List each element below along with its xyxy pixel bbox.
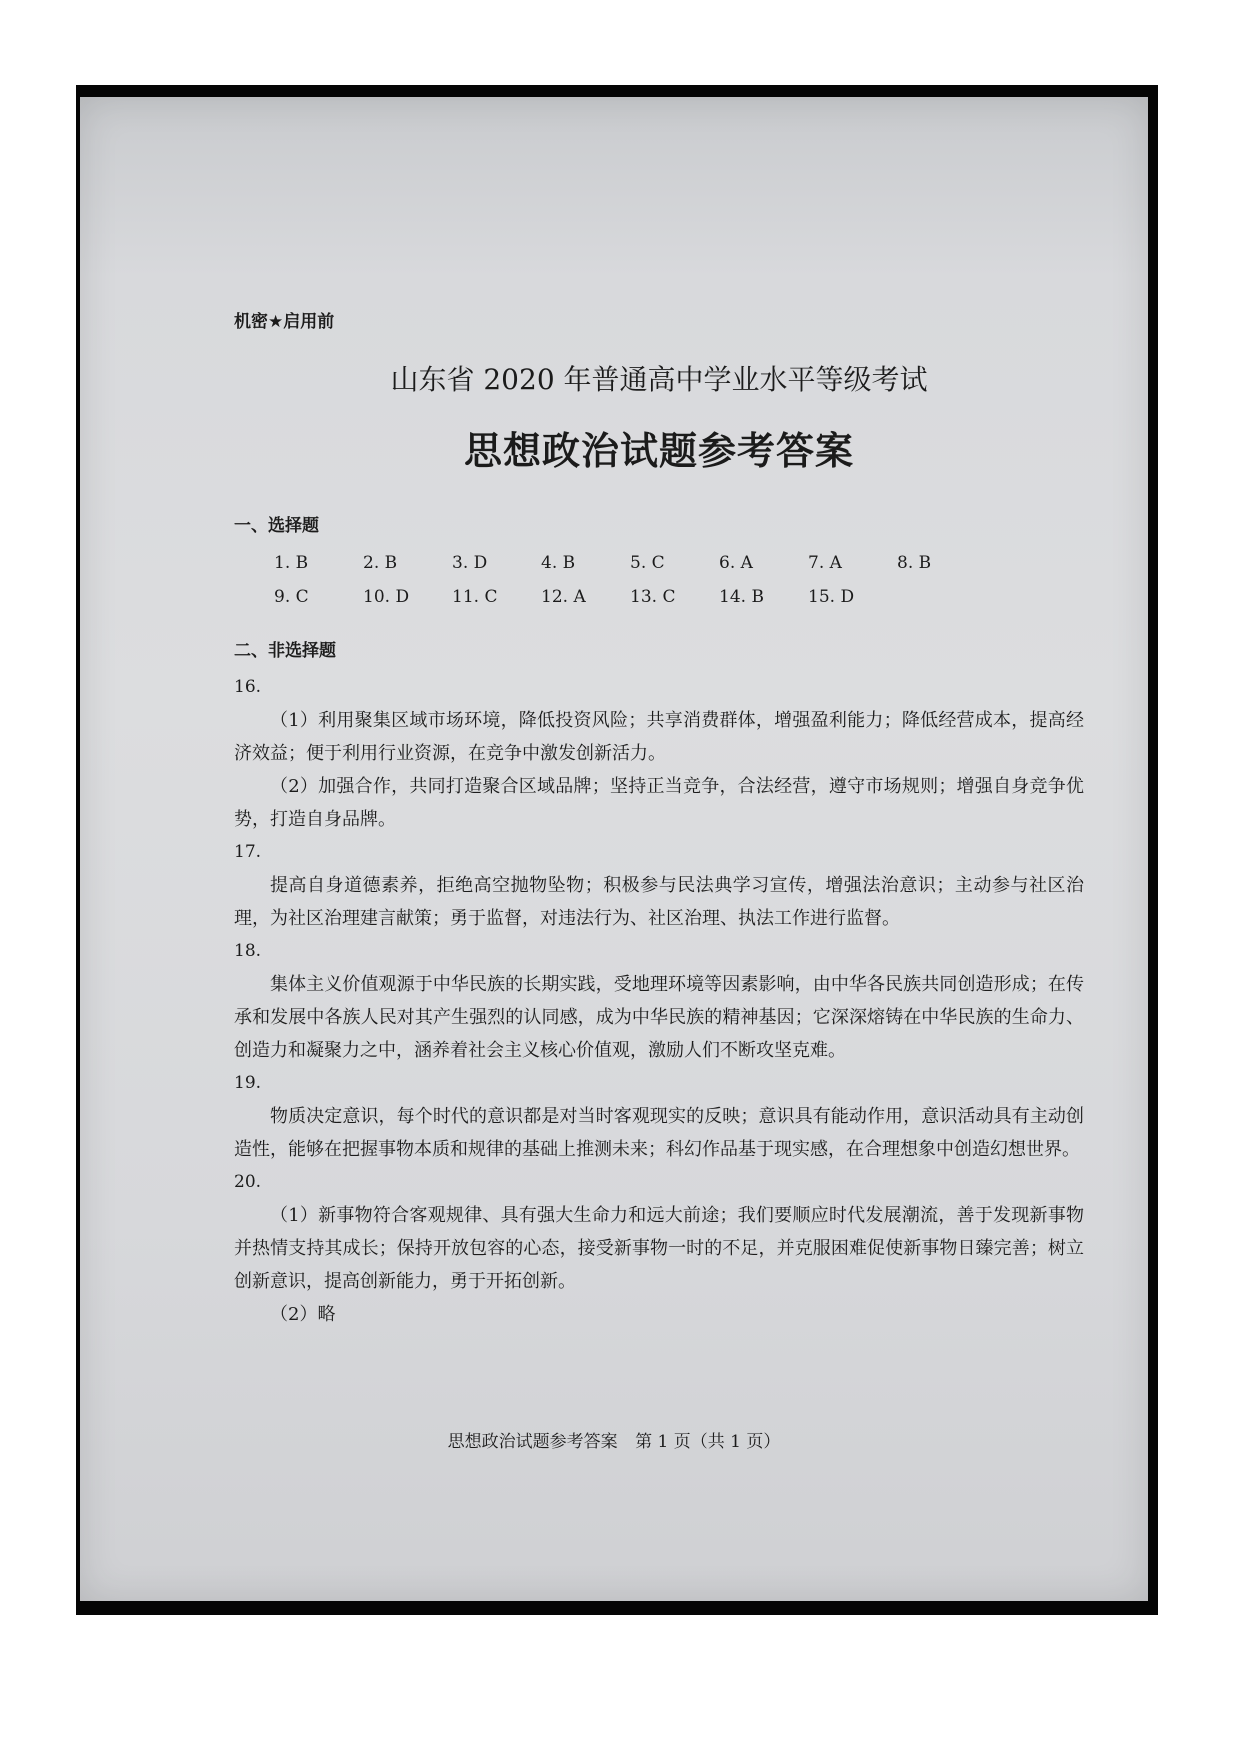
question-number: 16. [234, 677, 262, 697]
page-footer [80, 1427, 1148, 1452]
question-19 [234, 1067, 1084, 1166]
answer-item: 10. D [363, 587, 410, 607]
answer-paragraph: （2）略 [270, 1304, 336, 1325]
page-content [234, 307, 1084, 1331]
answer-item: 6. A [719, 553, 753, 573]
answer-item: 13. C [630, 587, 676, 607]
answer-item: 3. D [452, 553, 488, 573]
choice-answers [274, 546, 1084, 614]
footer-doc-name: 思想政治试题参考答案 [447, 1432, 618, 1452]
question-17 [234, 836, 1084, 935]
answer-item: 11. C [452, 587, 498, 607]
answer-paragraph: （1）新事物符合客观规律、具有强大生命力和远大前途；我们要顺应时代发展潮流，善于发现新事物并热情支持其成长；保持开放包容的心态，接受新事物一时的不足，并克服困难促使新事物日臻完善；树立创新意识，提高创新能力，勇于开拓创新。 [234, 1205, 1084, 1292]
answer-row [274, 580, 1084, 614]
question-number: 17. [234, 842, 262, 862]
answer-paragraph: 物质决定意识，每个时代的意识都是对当时客观现实的反映；意识具有能动作用，意识活动具有主动创造性，能够在把握事物本质和规律的基础上推测未来；科幻作品基于现实感，在合理想象中创造幻想世界。 [234, 1106, 1084, 1160]
answer-item: 12. A [541, 587, 586, 607]
question-16 [234, 671, 1084, 836]
answer-item: 1. B [274, 553, 309, 573]
answer-paragraph: 集体主义价值观源于中华民族的长期实践，受地理环境等因素影响，由中华各民族共同创造形成；在传承和发展中各族人民对其产生强烈的认同感，成为中华民族的精神基因；它深深熔铸在中华民族的生命力、创造力和凝聚力之中，涵养着社会主义核心价值观，激励人们不断攻坚克难。 [234, 974, 1084, 1061]
answer-item: 2. B [363, 553, 398, 573]
answer-item: 14. B [719, 587, 764, 607]
answer-item: 15. D [808, 587, 855, 607]
document-title: 思想政治试题参考答案 [463, 428, 854, 473]
exam-title: 山东省 2020 年普通高中学业水平等级考试 [390, 363, 928, 396]
answer-item: 5. C [630, 553, 665, 573]
question-number: 18. [234, 941, 262, 961]
answer-paragraph: （2）加强合作，共同打造聚合区域品牌；坚持正当竞争，合法经营，遵守市场规则；增强自身竞争优势，打造自身品牌。 [234, 776, 1084, 830]
question-number: 19. [234, 1073, 262, 1093]
answer-item: 8. B [897, 553, 932, 573]
confidential-mark: 机密★启用前 [234, 312, 335, 332]
section-heading-non-choice: 二、非选择题 [234, 641, 336, 661]
answer-paragraph: （1）利用聚集区域市场环境，降低投资风险；共享消费群体，增强盈利能力；降低经营成本，提高经济效益；便于利用行业资源，在竞争中激发创新活力。 [234, 710, 1084, 764]
question-18 [234, 935, 1084, 1067]
answer-item: 9. C [274, 587, 309, 607]
section-heading-choice: 一、选择题 [234, 516, 319, 536]
answer-item: 7. A [808, 553, 842, 573]
answer-item: 4. B [541, 553, 576, 573]
answer-sheet-page [80, 97, 1148, 1601]
footer-page-number: 第 1 页（共 1 页） [635, 1432, 781, 1452]
answer-row [274, 546, 1084, 580]
question-20 [234, 1166, 1084, 1331]
answer-paragraph: 提高自身道德素养，拒绝高空抛物坠物；积极参与民法典学习宣传，增强法治意识；主动参与社区治理，为社区治理建言献策；勇于监督，对违法行为、社区治理、执法工作进行监督。 [234, 875, 1084, 929]
question-number: 20. [234, 1172, 262, 1192]
